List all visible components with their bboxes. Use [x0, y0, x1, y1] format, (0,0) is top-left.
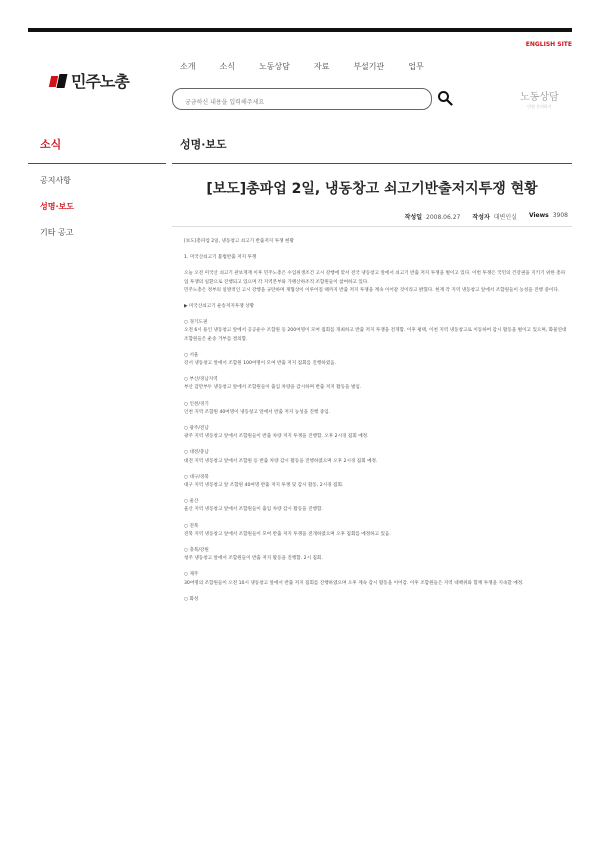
- body-paragraph: 울산 지역 냉동창고 앞에서 조합원들이 출입 차량 감시 활동을 진행함.: [184, 507, 323, 513]
- paragraph-gap: [184, 417, 568, 425]
- body-paragraph: ○ 화성: [184, 596, 199, 602]
- body-paragraph: 오늘 오전 미국산 쇠고기 관보게재 이후 민주노총은 수입위생조건 고시 강행에 맞서 전국 냉동창고 앞에서 쇠고기 반출 저지 투쟁을 벌이고 있다. 이번 투쟁은 국민의 건강권을 지키기 위한 총파업 투쟁의 일환으로 진행되고 있으며 각 지역본부와 가맹산하조직 조합원들이 참여하고 있다.: [184, 271, 566, 285]
- labor-counsel-link[interactable]: [520, 88, 559, 110]
- search-input[interactable]: [183, 98, 427, 107]
- post-body: [184, 238, 568, 604]
- sidebar-item-other-notices[interactable]: 기타 공고: [40, 228, 74, 237]
- post-views: Views 3908: [528, 212, 568, 219]
- post-meta: [405, 212, 568, 221]
- body-paragraph: ○ 전북: [184, 523, 199, 529]
- body-paragraph: ○ 제주: [184, 572, 199, 578]
- body-paragraph: [보도]총파업 2일, 냉동창고 쇠고기 반출저지 투쟁 현황: [184, 239, 294, 244]
- paragraph-gap: [184, 262, 568, 270]
- search-box: [172, 88, 432, 110]
- body-paragraph: 대전 지역 냉동창고 앞에서 조합원 등 반출 차량 감시 활동을 진행하였으며 오후 2시경 집회 예정.: [184, 458, 378, 464]
- meta-divider: [172, 226, 572, 227]
- body-paragraph: ○ 울산: [184, 499, 199, 505]
- nav-item-affiliates[interactable]: 부설기관: [353, 62, 385, 71]
- post-writer: 작성자 대변인실: [472, 214, 517, 221]
- paragraph-gap: [184, 311, 568, 319]
- body-paragraph: ○ 경기도권: [184, 320, 208, 326]
- paragraph-gap: [184, 441, 568, 449]
- body-paragraph: ○ 인천/경기: [184, 401, 209, 407]
- title-divider: [172, 163, 572, 164]
- body-paragraph: ○ 광주/전남: [184, 426, 209, 432]
- labor-counsel-subtitle: 민원 문의하기: [527, 104, 552, 109]
- sidebar-divider: [28, 163, 166, 164]
- post-title: [보도]총파업 2일, 냉동창고 쇠고기반출저지투쟁 현황: [206, 181, 538, 197]
- logo[interactable]: [50, 69, 129, 92]
- paragraph-gap: [184, 539, 568, 547]
- body-paragraph: 부산 감만부두 냉동창고 앞에서 조합원들이 출입 차량을 감시하며 반출 저지 활동을 벌임.: [184, 385, 362, 391]
- sidebar-item-notice[interactable]: 공지사항: [40, 176, 71, 185]
- labor-counsel-title: 노동상담: [520, 92, 559, 103]
- sidebar-menu: [40, 175, 74, 253]
- paragraph-gap: [184, 368, 568, 376]
- body-paragraph: 강서 냉동창고 앞에서 조합원 100여명이 모여 반출 저지 집회를 진행하였음.: [184, 361, 337, 367]
- body-paragraph: ○ 대구/경북: [184, 474, 209, 480]
- nav-item-resources[interactable]: 자료: [313, 62, 330, 71]
- sidebar-title: 소식: [40, 138, 62, 151]
- logo-mark-icon: [50, 74, 68, 88]
- paragraph-gap: [184, 393, 568, 401]
- body-paragraph: 광주 지역 냉동창고 앞에서 조합원들이 반출 차량 저지 투쟁을 진행함. 오후 2시경 집회 예정.: [184, 434, 369, 440]
- logo-text: 민주노총: [71, 72, 129, 91]
- nav-item-work[interactable]: 업무: [408, 62, 424, 71]
- page-title: 성명·보도: [180, 138, 227, 151]
- nav-item-labor-counsel[interactable]: 노동상담: [258, 62, 290, 71]
- paragraph-gap: [184, 246, 568, 254]
- body-paragraph: ▶ 미국산쇠고기 운송저지투쟁 상황: [184, 304, 255, 310]
- paragraph-gap: [184, 344, 568, 352]
- search-icon[interactable]: [437, 90, 453, 106]
- top-bar: [28, 28, 572, 32]
- body-paragraph: 민주노총은 정부의 일방적인 고시 강행을 규탄하며 재협상이 이루어질 때까지 반출 저지 투쟁을 계속 이어갈 것이라고 밝혔다. 현재 각 지역 냉동창고 앞에서 조합원들이 농성을 진행 중이다.: [184, 287, 560, 293]
- body-paragraph: ○ 부산/경남지역: [184, 377, 218, 383]
- body-paragraph: 오전 6시 용인 냉동창고 앞에서 공공운수 조합원 등 200여명이 모여 집회를 개최하고 반출 저지 투쟁을 전개함. 이후 평택, 이천 지역 냉동창고로 이동하여 감시 활동을 벌이고 있으며, 화물연대 조합원들은 운송 거부를 결의함.: [184, 328, 567, 342]
- body-paragraph: ○ 대전/충남: [184, 450, 209, 456]
- body-paragraph: 전북 지역 냉동창고 앞에서 조합원들이 모여 반출 저지 투쟁을 전개하였으며 오후 집회를 예정하고 있음.: [184, 531, 391, 537]
- paragraph-gap: [184, 466, 568, 474]
- nav-item-about[interactable]: 소개: [180, 62, 196, 71]
- main-nav: [180, 61, 448, 72]
- nav-item-news[interactable]: 소식: [219, 62, 235, 71]
- paragraph-gap: [184, 490, 568, 498]
- paragraph-gap: [184, 563, 568, 571]
- body-paragraph: ○ 서울: [184, 352, 199, 358]
- paragraph-gap: [184, 515, 568, 523]
- body-paragraph: 인천 지역 조합원 40여명이 냉동창고 앞에서 반출 저지 농성을 진행 중임.: [184, 409, 331, 415]
- body-paragraph: 1. 미국산쇠고기 불법반출 저지 투쟁: [184, 255, 257, 261]
- paragraph-gap: [184, 295, 568, 303]
- post-date: 작성일 2008.06.27: [404, 214, 461, 221]
- body-paragraph: 대구 지역 냉동창고 앞 조합원 40여명 반출 저지 투쟁 및 감시 활동, 2시경 집회.: [184, 483, 344, 489]
- paragraph-gap: [184, 588, 568, 596]
- english-site-link[interactable]: ENGLISH SITE: [525, 41, 572, 48]
- body-paragraph: 청주 냉동창고 앞에서 조합원들이 반출 저지 활동을 진행함. 2시 집회.: [184, 556, 323, 562]
- sidebar-item-statements[interactable]: 성명·보도: [40, 202, 74, 211]
- body-paragraph: 30여명의 조합원들이 오전 10시 냉동창고 앞에서 반출 저지 집회를 진행하였으며 오후 계속 감시 활동을 이어감. 이후 조합원들은 지역 대책위와 함께 투쟁을 지속할 예정.: [184, 580, 524, 586]
- body-paragraph: ○ 충북/강원: [184, 548, 209, 554]
